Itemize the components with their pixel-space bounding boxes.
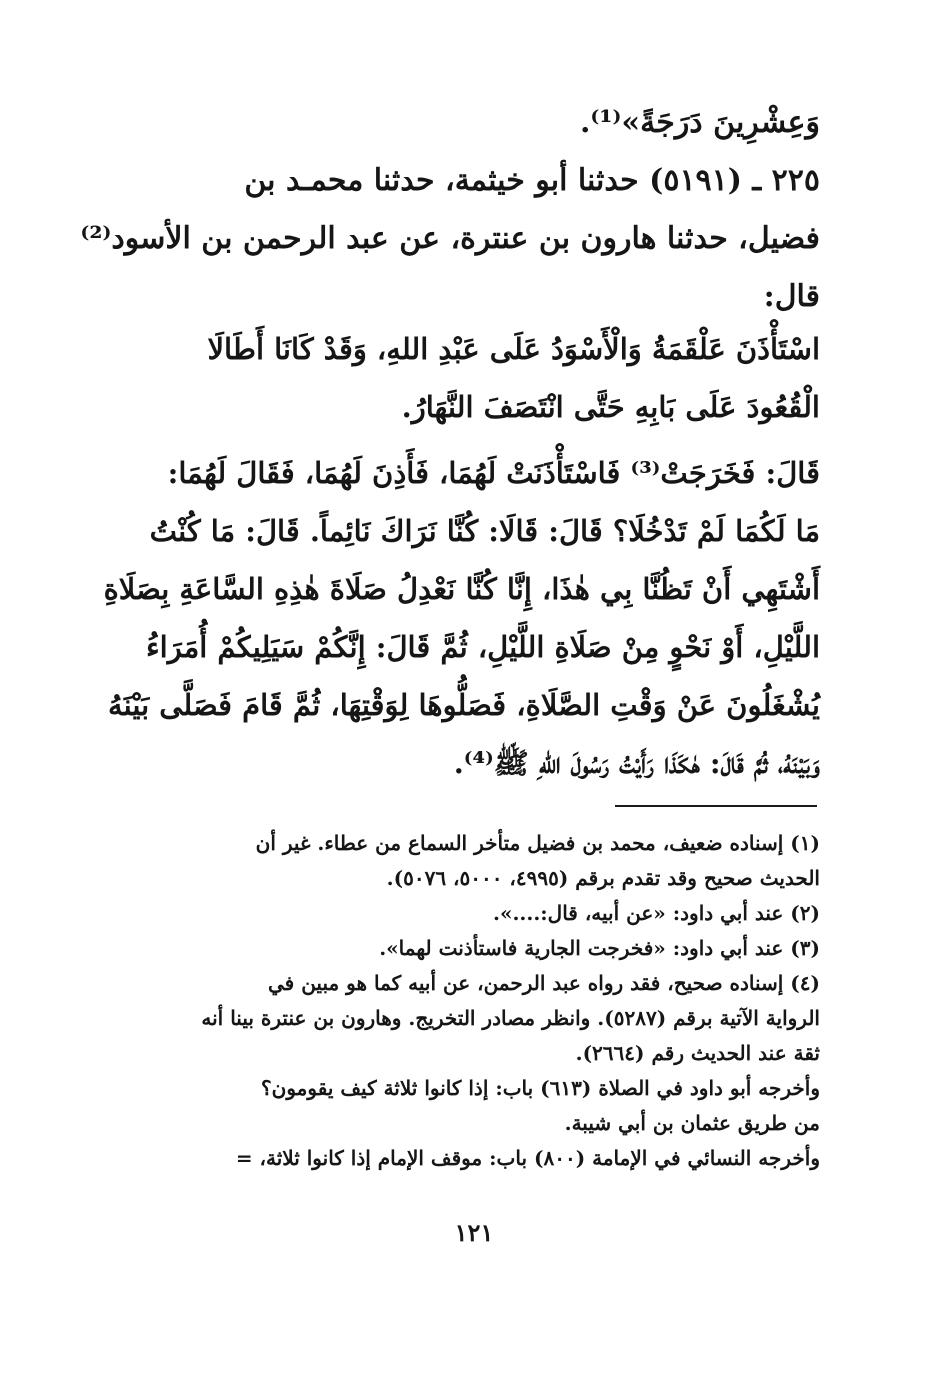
main-text-line: وَعِشْرِينَ دَرَجَةً»⁽¹⁾. (579, 105, 820, 140)
footnote-line: (٣) عند أبي داود: «فخرجت الجارية فاستأذنت لهما». (379, 936, 820, 960)
hadith-text (103, 320, 820, 792)
footnote-line: من طريق عثمان بن أبي شيبة. (564, 1111, 820, 1135)
page-number: ١٢١ (454, 1218, 494, 1247)
hadith-text-line: وَبَيْنَهُ، ثُمَّ قَالَ: هٰكَذَا رَأَيْتُ رَسُولَ اللهِ ﷺ⁽⁴⁾. (453, 746, 820, 780)
footnote-line: ثقة عند الحديث رقم (٢٦٦٤). (575, 1041, 820, 1065)
hadith-text-line: مَا لَكُمَا لَمْ تَدْخُلَا؟ قَالَ: قَالَا: كُنَّا نَرَاكَ نَائِماً. قَالَ: مَا كُنْتُ (149, 514, 820, 548)
footnote-separator (615, 805, 817, 807)
hadith-isnad-line: فضيل، حدثنا هارون بن عنترة، عن عبد الرحمن بن الأسود⁽²⁾ (80, 221, 820, 256)
footnote-line: وأخرجه النسائي في الإمامة (٨٠٠) باب: موقف الإمام إذا كانوا ثلاثة، = (235, 1146, 820, 1170)
hadith-text-line: يُشْغَلُونَ عَنْ وَقْتِ الصَّلَاةِ، فَصَلُّوهَا لِوَقْتِهَا، ثُمَّ قَامَ فَصَلَّى بَيْنَهُ (108, 688, 820, 722)
hadith-isnad-line: قال: (763, 279, 820, 314)
hadith-text-line: اللَّيْلِ، أَوْ نَحْوٍ مِنْ صَلَاةِ اللَّيْلِ، ثُمَّ قَالَ: إِنَّكُمْ سَيَلِيكُمْ أُمَرَاءُ (146, 630, 820, 664)
footnote-line: الحديث صحيح وقد تقدم برقم (٤٩٩٥، ٥٠٠٠، ٥٠٧٦). (386, 866, 820, 890)
footnote-line: الرواية الآتية برقم (٥٢٨٧). وانظر مصادر التخريج. وهارون بن عنترة بينا أنه (201, 1006, 820, 1030)
footnote-line: (٤) إسناده صحيح، فقد رواه عبد الرحمن، عن أبيه كما هو مبين في (268, 971, 820, 995)
hadith-text-line: قَالَ: فَخَرَجَتْ⁽³⁾ فَاسْتَأْذَنَتْ لَهُمَا، فَأَذِنَ لَهُمَا، فَقَالَ لَهُمَا: (167, 456, 820, 490)
main-text (80, 94, 820, 326)
hadith-isnad-line: ٢٢٥ ـ (٥١٩١) حدثنا أبو خيثمة، حدثنا محمـد بن (244, 163, 820, 198)
footnote-line: (٢) عند أبي داود: «عن أبيه، قال:....». (492, 901, 820, 925)
hadith-text-line: الْقُعُودَ عَلَى بَابِهِ حَتَّى انْتَصَفَ النَّهَارُ. (401, 390, 820, 424)
footnote-line: وأخرجه أبو داود في الصلاة (٦١٣) باب: إذا كانوا ثلاثة كيف يقومون؟ (261, 1076, 820, 1100)
footnotes (110, 826, 820, 1176)
hadith-text-line: اسْتَأْذَنَ عَلْقَمَةُ وَالْأَسْوَدُ عَلَى عَبْدِ اللهِ، وَقَدْ كَانَا أَطَالَا (207, 332, 820, 366)
footnote-line: (١) إسناده ضعيف، محمد بن فضيل متأخر السماع من عطاء. غير أن (255, 831, 820, 855)
hadith-text-line: أَشْتَهِي أَنْ تَظُنَّا بِي هٰذَا، إِنَّا كُنَّا نَعْدِلُ صَلَاةَ هٰذِهِ السَّاعَةِ بِصَلَاةِ (103, 572, 820, 606)
